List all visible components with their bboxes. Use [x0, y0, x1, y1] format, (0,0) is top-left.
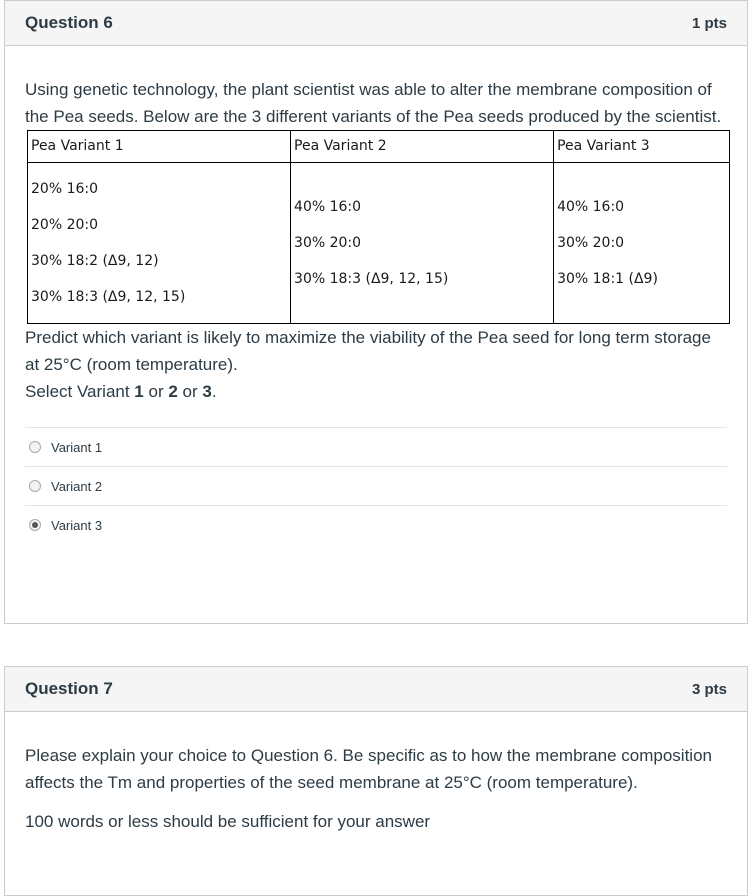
select-option-2: 2 — [168, 382, 178, 401]
table-cell-line: 30% 18:3 (Δ9, 12, 15) — [294, 271, 449, 287]
question-points: 3 pts — [691, 680, 727, 698]
radio-unchecked-icon[interactable] — [29, 441, 41, 453]
question-points: 1 pts — [691, 14, 727, 32]
select-or: or — [143, 382, 169, 401]
table-header-variant-2: Pea Variant 2 — [291, 131, 554, 163]
radio-unchecked-icon[interactable] — [29, 480, 41, 492]
question-note: 100 words or less should be sufficient for your answer — [25, 812, 431, 831]
select-option-1: 1 — [134, 382, 144, 401]
variants-table — [27, 130, 730, 324]
table-cell-line: 40% 16:0 — [557, 199, 625, 215]
answer-label: Variant 1 — [51, 439, 103, 455]
question-body — [5, 46, 747, 544]
answer-variant-3[interactable] — [25, 505, 727, 544]
question-intro: Using genetic technology, the plant scientist was able to alter the membrane composition of the Pea seeds. Below are the 3 different variants of the Pea seeds produced by the scientist. — [25, 80, 722, 126]
variant-2-composition — [291, 163, 554, 324]
table-cell-line: 30% 18:3 (Δ9, 12, 15) — [31, 289, 186, 305]
select-or: or — [177, 382, 203, 401]
select-prefix: Select Variant — [25, 382, 135, 401]
table-cell-line: 30% 20:0 — [294, 235, 362, 251]
table-cell-line: 30% 20:0 — [557, 235, 625, 251]
variant-1-composition — [28, 163, 291, 324]
radio-checked-icon[interactable] — [29, 519, 41, 531]
question-title: Question 7 — [25, 679, 113, 698]
select-suffix: . — [211, 382, 217, 401]
question-title: Question 6 — [25, 13, 113, 32]
table-cell-line: 40% 16:0 — [294, 199, 362, 215]
select-option-3: 3 — [202, 382, 212, 401]
question-header — [5, 667, 747, 712]
question-text: Please explain your choice to Question 6. Be specific as to how the membrane composition affects the Tm and properties of the seed membrane at 25°C (room temperature). — [25, 746, 712, 792]
select-instruction — [25, 378, 727, 405]
table-cell-line: 20% 16:0 — [31, 181, 99, 197]
question-body — [5, 712, 747, 835]
table-cell-line: 30% 18:2 (Δ9, 12) — [31, 253, 159, 269]
answer-variant-2[interactable] — [25, 466, 727, 505]
answer-label: Variant 2 — [51, 478, 103, 494]
answer-list — [25, 427, 727, 544]
table-header-variant-3: Pea Variant 3 — [554, 131, 730, 163]
question-6-card — [4, 0, 748, 624]
question-header — [5, 1, 747, 46]
variant-3-composition — [554, 163, 730, 324]
answer-label: Variant 3 — [51, 517, 103, 533]
answer-variant-1[interactable] — [25, 427, 727, 466]
table-header-variant-1: Pea Variant 1 — [28, 131, 291, 163]
question-7-card — [4, 666, 748, 896]
table-cell-line: 20% 20:0 — [31, 217, 99, 233]
predict-prompt: Predict which variant is likely to maximize the viability of the Pea seed for long term storage at 25°C (room temperature). — [25, 328, 711, 374]
table-cell-line: 30% 18:1 (Δ9) — [557, 271, 658, 287]
